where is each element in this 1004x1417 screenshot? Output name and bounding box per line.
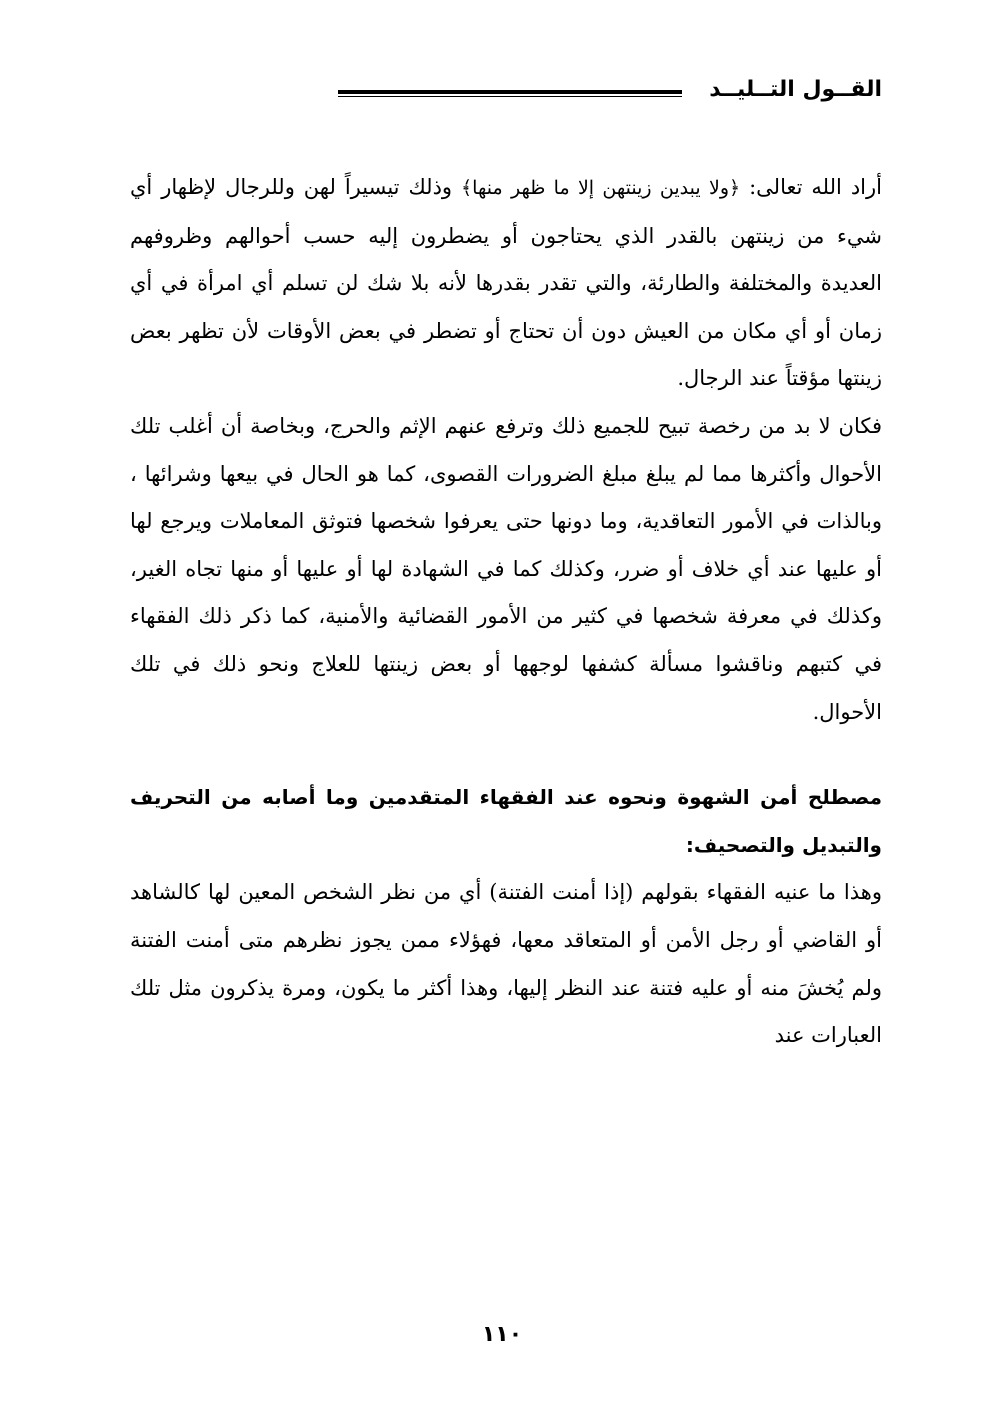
section-heading: مصطلح أمن الشهوة ونحوه عند الفقهاء المتقدمين وما أصابه من التحريف والتبديل والتصحيف: [130,785,882,857]
running-header-title: القــول التــليــد [709,77,882,102]
page-number: ١١٠ [481,1322,523,1347]
paragraph-1-continuation: وذلك تيسيراً لهن وللرجال لإظهار أي شيء من زينتهن بالقدر الذي يحتاجون أو يضطرون إليه حسب أحوالهم وظروفهم العديدة والمختلفة والطارئة، والتي تقدر بقدرها لأنه بلا شك لن تسلم أي امرأة في أي زمان أو أي مكان من العيش دون أن تحتاج أو تضطر في بعض الأوقات لأن تظهر بعض زينتها مؤقتاً عند الرجال. [130,175,883,391]
paragraph-1-intro: أراد الله تعالى: [740,175,882,199]
section-body-paragraph: وهذا ما عنيه الفقهاء بقولهم (إذا أمنت الفتنة) أي من نظر الشخص المعين لها كالشاهد أو القاضي أو رجل الأمن أو المتعاقد معها، فهؤلاء ممن يجوز نظرهم متى أمنت الفتنة ولم يُخشَ منه أو عليه فتنة عند النظر إليها، وهذا أكثر ما يكون، ومرة يذكرون مثل تلك العبارات عند [130,880,882,1048]
quran-quote: ﴿ولا يبدين زينتهن إلا ما ظهر منها﴾ [461,177,741,199]
running-header [130,72,882,112]
paragraph-1 [130,164,882,403]
paragraph-2: فكان لا بد من رخصة تبيح للجميع ذلك وترفع عنهم الإثم والحرج، وبخاصة أن أغلب تلك الأحوال وأكثرها مما لم يبلغ مبلغ الضرورات القصوى، كما هو الحال في بيعها وشرائها ، وبالذات في الأمور التعاقدية، وما دونها حتى يعرفوا شخصها فتوثق المعاملات ويرجع لها أو عليها عند أي خلاف أو ضرر، وكذلك كما في الشهادة لها أو عليها أو منها تجاه الغير، وكذلك في معرفة شخصها في كثير من الأمور القضائية والأمنية، كما ذكر ذلك الفقهاء في كتبهم وناقشوا مسألة كشفها لوجهها أو بعض زينتها للعلاج ونحو ذلك في تلك الأحوال. [130,413,882,724]
page-body [130,164,882,1060]
header-double-rule [338,90,682,97]
